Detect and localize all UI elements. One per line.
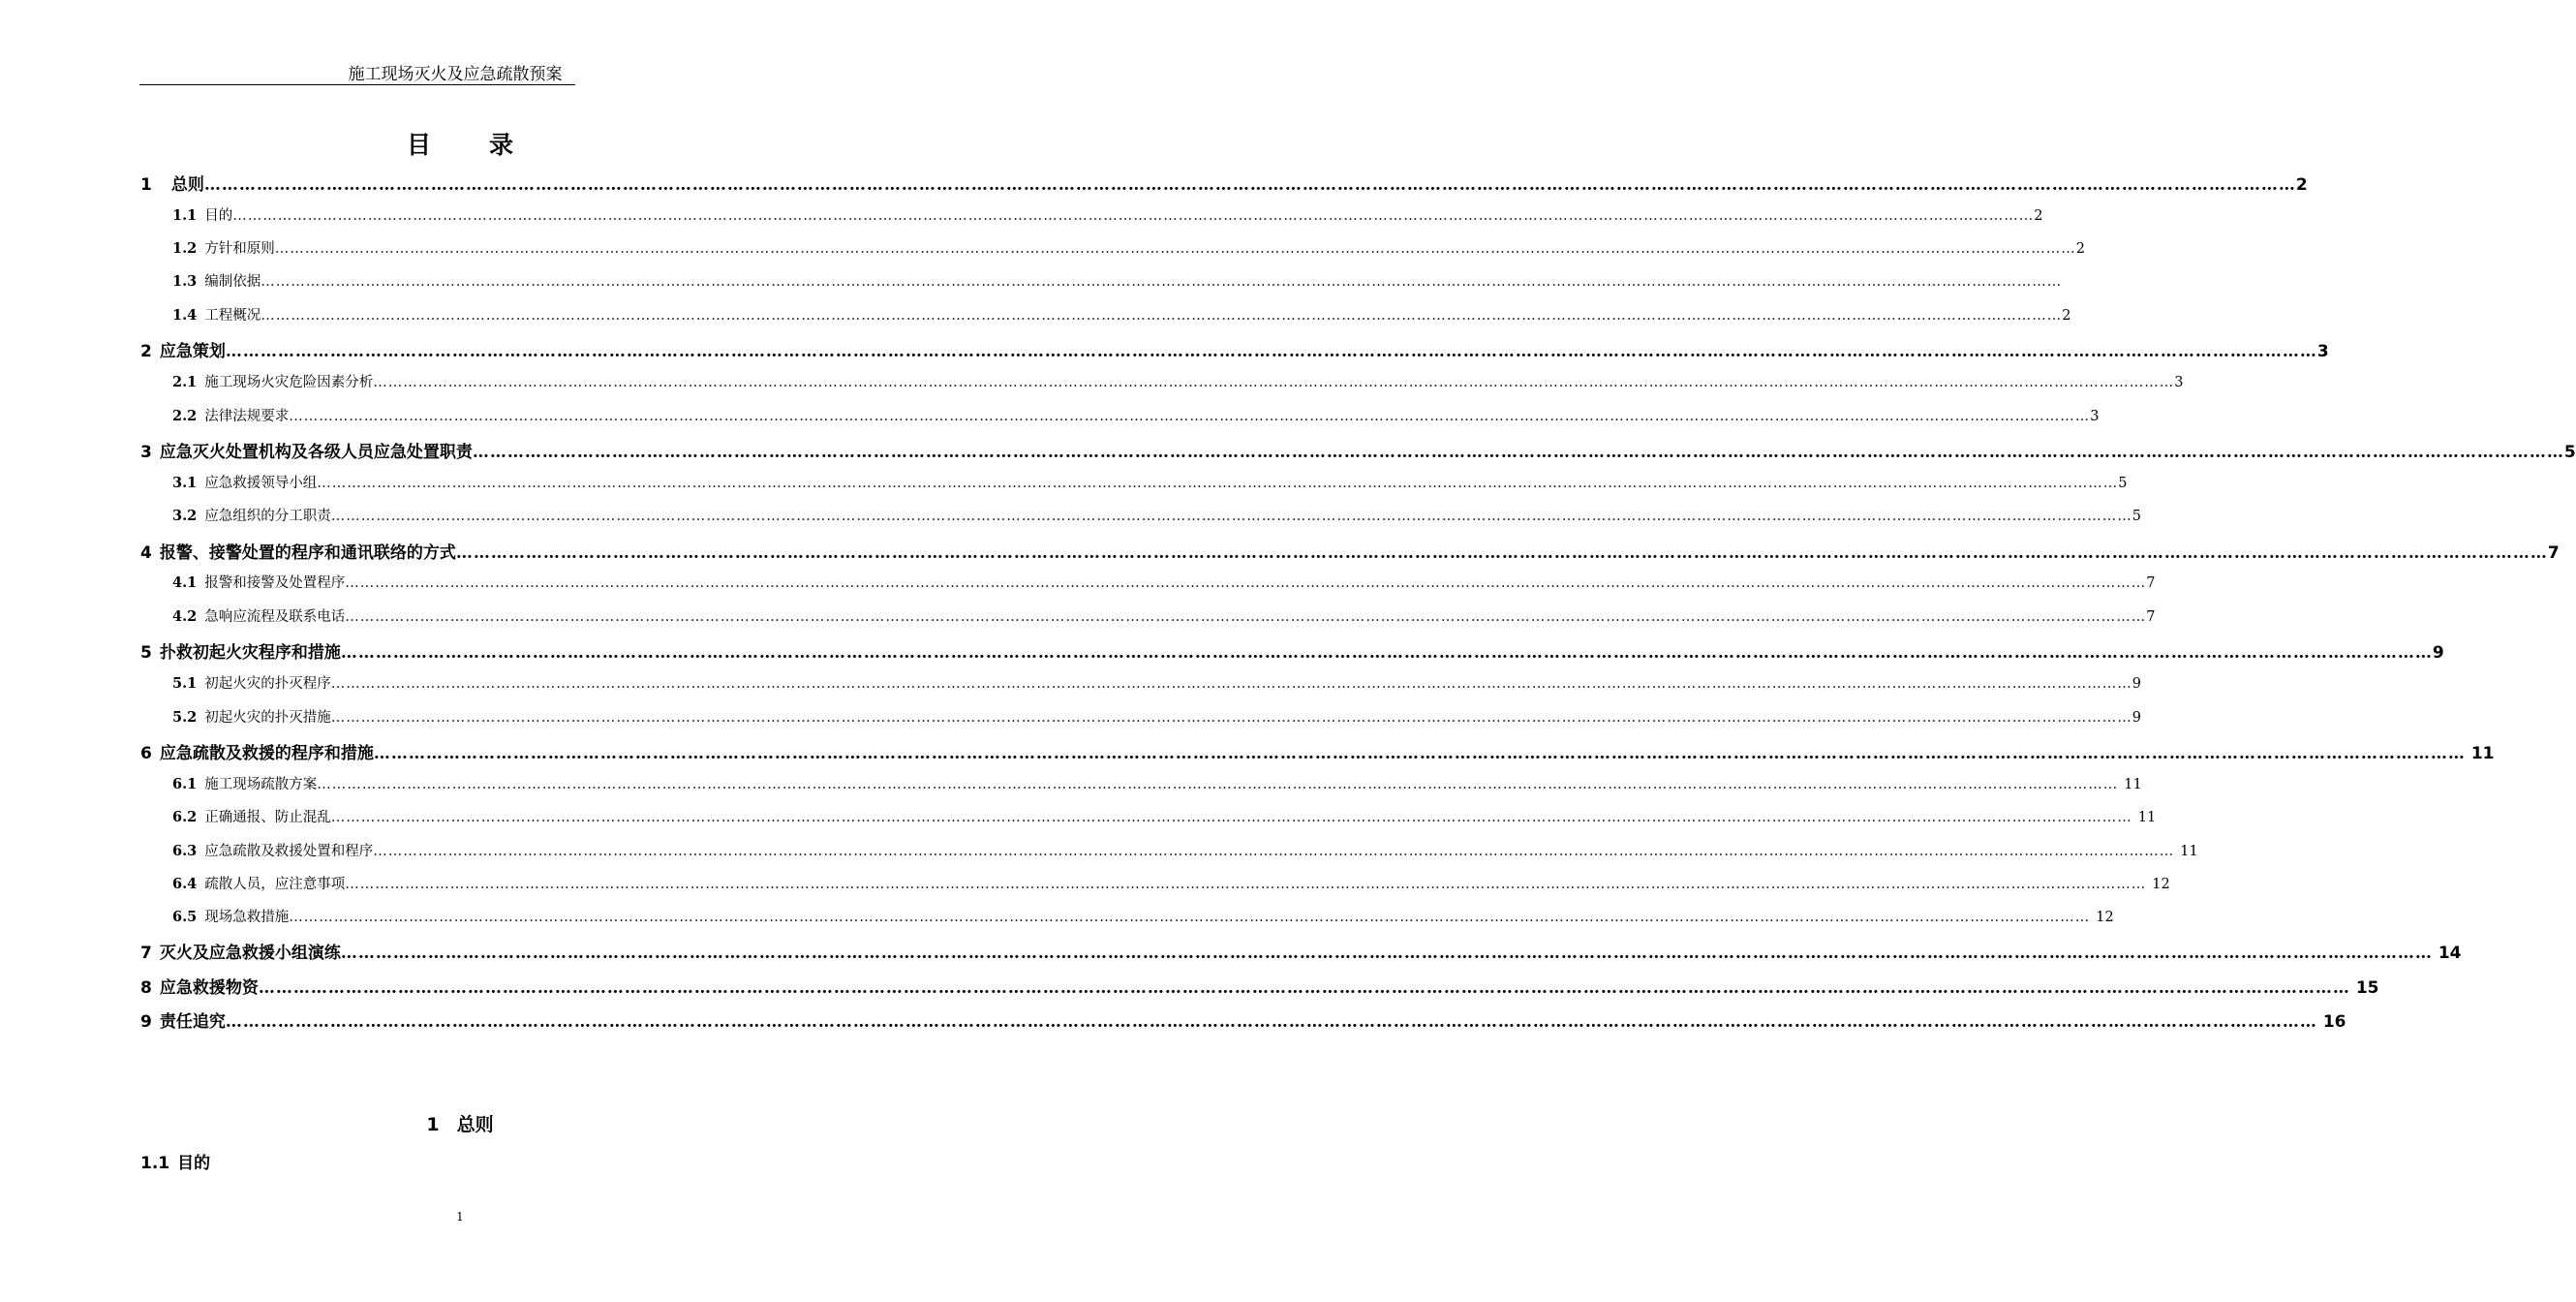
toc-section-entry[interactable]	[172, 906, 2114, 926]
toc-entry-label: 目的	[204, 208, 233, 224]
toc-entry-page: 12	[2096, 910, 2114, 925]
toc-entry-number: 4	[140, 543, 152, 563]
toc-entry-number: 2.1	[172, 374, 198, 390]
toc-entry-page: 7	[2146, 575, 2156, 591]
toc-dot-leader: ………………………………………………………………………………………………………………………………………………………………………………………………………………………………………………………………………………………………………………………………	[373, 375, 2175, 390]
toc-entry-number: 3.2	[172, 508, 198, 524]
toc-entry-number: 1.3	[172, 273, 198, 290]
toc-entry-label: 应急疏散及救援的程序和措施	[159, 744, 374, 763]
toc-chapter-entry[interactable]	[140, 974, 2379, 998]
toc-entry-label: 施工现场疏散方案	[204, 777, 318, 792]
toc-entry-number: 5	[140, 643, 152, 663]
toc-entry-page: 2	[2075, 241, 2085, 257]
toc-entry-page: 14	[2438, 944, 2462, 963]
toc-entry-page: 3	[2174, 375, 2184, 390]
toc-section-entry[interactable]	[172, 840, 2198, 860]
toc-dot-leader: ………………………………………………………………………………………………………………………………………………………………………………………………………………………………………………………………………………………………………………………………	[455, 543, 2548, 563]
toc-entry-page: 7	[2547, 543, 2560, 563]
toc-entry-label: 应急组织的分工职责	[204, 509, 331, 524]
page-header-title: 施工现场灭火及应急疏散预案	[348, 65, 563, 84]
toc-entry-number: 2.2	[172, 408, 198, 424]
toc-entry-page: 5	[2131, 509, 2141, 524]
toc-entry-number: 3	[140, 443, 152, 462]
section-number: 1	[426, 1114, 440, 1135]
toc-entry-number: 1.1	[172, 207, 198, 224]
toc-dot-leader: ………………………………………………………………………………………………………………………………………………………………………………………………………………………………………………………………………………………………………………………………	[225, 1012, 2317, 1032]
toc-dot-leader: ………………………………………………………………………………………………………………………………………………………………………………………………………………………………………………………………………………………………………………………………	[289, 409, 2091, 424]
toc-entry-page: 9	[2131, 710, 2141, 726]
toc-entry-page: 11	[2124, 777, 2142, 792]
toc-dot-leader: ………………………………………………………………………………………………………………………………………………………………………………………………………………………………………………………………………………………………………………………………	[232, 208, 2035, 224]
subsection-number: 1.1	[140, 1154, 170, 1173]
toc-section-entry[interactable]	[172, 270, 2063, 291]
toc-dot-leader: ………………………………………………………………………………………………………………………………………………………………………………………………………………………………………………………………………………………………………………………………	[472, 443, 2564, 462]
toc-entry-page: 2	[2034, 208, 2043, 224]
toc-entry-label: 初起火灾的扑灭程序	[204, 676, 331, 692]
toc-heading: 目录	[406, 131, 571, 159]
toc-entry-label: 扑救初起火灾程序和措施	[159, 643, 341, 663]
toc-dot-leader: ………………………………………………………………………………………………………………………………………………………………………………………………………………………………………………………………………………………………………………………………	[258, 978, 2350, 998]
toc-section-entry[interactable]	[172, 472, 2128, 492]
toc-entry-number: 2	[140, 342, 152, 361]
toc-entry-label: 应急灭火处置机构及各级人员应急处置职责	[159, 443, 473, 462]
toc-entry-page: 3	[2090, 409, 2100, 424]
toc-entry-label: 工程概况	[204, 308, 261, 324]
subsection-heading	[140, 1149, 210, 1173]
toc-entry-page: 16	[2322, 1012, 2346, 1032]
toc-dot-leader: ………………………………………………………………………………………………………………………………………………………………………………………………………………………………………………………………………………………………………………………………	[274, 241, 2076, 257]
section-title: 总则	[456, 1114, 494, 1135]
toc-entry-number: 8	[140, 978, 152, 998]
toc-dot-leader: ………………………………………………………………………………………………………………………………………………………………………………………………………………………………………………………………………………………………………………………………	[261, 274, 2063, 290]
toc-entry-label: 报警、接警处置的程序和通讯联络的方式	[159, 543, 456, 563]
toc-section-entry[interactable]	[172, 505, 2141, 525]
toc-entry-label: 急响应流程及联系电话	[204, 609, 346, 625]
toc-entry-page: 11	[2470, 744, 2495, 763]
toc-section-entry[interactable]	[172, 572, 2156, 592]
toc-entry-page: 2	[2062, 308, 2071, 324]
toc-entry-label: 施工现场火灾危险因素分析	[204, 375, 374, 390]
toc-entry-label: 灭火及应急救援小组演练	[159, 944, 341, 963]
toc-section-entry[interactable]	[172, 873, 2170, 893]
toc-entry-label: 应急救援物资	[159, 978, 259, 998]
page-number: 1	[456, 1210, 464, 1224]
toc-dot-leader: ………………………………………………………………………………………………………………………………………………………………………………………………………………………………………………………………………………………………………………………………	[340, 643, 2433, 663]
toc-dot-leader: ………………………………………………………………………………………………………………………………………………………………………………………………………………………………………………………………………………………………………………………………	[225, 342, 2317, 361]
toc-dot-leader: ………………………………………………………………………………………………………………………………………………………………………………………………………………………………………………………………………………………………………………………………	[203, 175, 2296, 195]
toc-entry-number: 5.2	[172, 709, 198, 726]
toc-section-entry[interactable]	[172, 706, 2141, 727]
toc-entry-label: 现场急救措施	[204, 910, 290, 925]
toc-entry-number: 6	[140, 744, 152, 763]
toc-entry-page: 11	[2180, 844, 2198, 859]
toc-chapter-entry[interactable]	[140, 638, 2444, 663]
subsection-title: 目的	[177, 1154, 211, 1173]
toc-entry-page: 11	[2137, 810, 2157, 825]
toc-dot-leader: ………………………………………………………………………………………………………………………………………………………………………………………………………………………………………………………………………………………………………………………………	[261, 308, 2063, 324]
toc-section-entry[interactable]	[172, 806, 2157, 826]
toc-entry-label: 法律法规要求	[204, 409, 290, 424]
toc-entry-label: 疏散人员，应注意事项	[204, 877, 346, 892]
toc-dot-leader: ………………………………………………………………………………………………………………………………………………………………………………………………………………………………………………………………………………………………………………………………	[345, 877, 2147, 892]
toc-section-entry[interactable]	[172, 304, 2071, 325]
toc-entry-page: 2	[2295, 175, 2308, 195]
toc-dot-leader: ………………………………………………………………………………………………………………………………………………………………………………………………………………………………………………………………………………………………………………………………	[373, 844, 2175, 859]
toc-entry-label: 责任追究	[159, 1012, 226, 1032]
toc-chapter-entry[interactable]	[140, 337, 2329, 361]
toc-entry-number: 6.2	[172, 809, 198, 825]
toc-dot-leader: ………………………………………………………………………………………………………………………………………………………………………………………………………………………………………………………………………………………………………………………………	[330, 509, 2132, 524]
toc-entry-page: 3	[2316, 342, 2329, 361]
toc-entry-label: 初起火灾的扑灭措施	[204, 710, 331, 726]
toc-entry-label: 应急策划	[159, 342, 226, 361]
toc-entry-number: 1	[140, 175, 152, 195]
toc-entry-number: 1.2	[172, 240, 198, 257]
toc-entry-page: 12	[2152, 877, 2170, 892]
toc-entry-number: 4.2	[172, 608, 198, 625]
toc-entry-number: 9	[140, 1012, 152, 1032]
toc-entry-number: 3.1	[172, 475, 198, 491]
toc-dot-leader: ………………………………………………………………………………………………………………………………………………………………………………………………………………………………………………………………………………………………………………………………	[317, 777, 2119, 792]
toc-dot-leader: ………………………………………………………………………………………………………………………………………………………………………………………………………………………………………………………………………………………………………………………………	[330, 810, 2132, 825]
toc-entry-label: 应急疏散及救援处置和程序	[204, 844, 374, 859]
toc-dot-leader: ………………………………………………………………………………………………………………………………………………………………………………………………………………………………………………………………………………………………………………………………	[345, 575, 2147, 591]
toc-section-entry[interactable]	[172, 237, 2085, 258]
toc-dot-leader: ………………………………………………………………………………………………………………………………………………………………………………………………………………………………………………………………………………………………………………………………	[330, 710, 2132, 726]
toc-dot-leader: ………………………………………………………………………………………………………………………………………………………………………………………………………………………………………………………………………………………………………………………………	[373, 744, 2466, 763]
toc-section-entry[interactable]	[172, 672, 2141, 693]
toc-chapter-entry[interactable]	[140, 539, 2560, 563]
toc-entry-label: 总则	[170, 175, 204, 195]
toc-entry-page: 5	[2563, 443, 2576, 462]
toc-dot-leader: ………………………………………………………………………………………………………………………………………………………………………………………………………………………………………………………………………………………………………………………………	[317, 476, 2119, 491]
toc-entry-label: 方针和原则	[204, 241, 275, 257]
section-heading	[0, 1110, 920, 1136]
toc-entry-number: 6.1	[172, 776, 198, 792]
toc-section-entry[interactable]	[172, 605, 2156, 626]
toc-dot-leader: ………………………………………………………………………………………………………………………………………………………………………………………………………………………………………………………………………………………………………………………………	[330, 676, 2132, 692]
toc-entry-page: 9	[2131, 676, 2141, 692]
toc-entry-number: 6.4	[172, 876, 198, 892]
toc-section-entry[interactable]	[172, 405, 2100, 425]
toc-section-entry[interactable]	[172, 204, 2043, 225]
toc-entry-number: 1.4	[172, 307, 198, 324]
toc-entry-label: 编制依据	[204, 274, 261, 290]
toc-chapter-entry[interactable]	[140, 170, 2308, 195]
toc-entry-page: 15	[2355, 978, 2379, 998]
toc-entry-number: 7	[140, 944, 152, 963]
toc-entry-number: 6.3	[172, 843, 198, 859]
toc-entry-page: 9	[2432, 643, 2444, 663]
toc-entry-label: 应急救援领导小组	[204, 476, 318, 491]
toc-entry-number: 4.1	[172, 574, 198, 591]
toc-chapter-entry[interactable]	[140, 939, 2462, 963]
toc-section-entry[interactable]	[172, 773, 2142, 793]
toc-entry-page: 7	[2146, 609, 2156, 625]
toc-chapter-entry[interactable]	[140, 739, 2495, 763]
toc-entry-label: 报警和接警及处置程序	[204, 575, 346, 591]
toc-entry-number: 5.1	[172, 675, 198, 692]
toc-dot-leader: ………………………………………………………………………………………………………………………………………………………………………………………………………………………………………………………………………………………………………………………………	[345, 609, 2147, 625]
toc-dot-leader: ………………………………………………………………………………………………………………………………………………………………………………………………………………………………………………………………………………………………………………………………	[340, 944, 2433, 963]
toc-entry-number: 6.5	[172, 909, 198, 925]
toc-section-entry[interactable]	[172, 371, 2184, 391]
toc-chapter-entry[interactable]	[140, 1008, 2346, 1032]
toc-entry-label: 正确通报、防止混乱	[204, 810, 331, 825]
toc-chapter-entry[interactable]	[140, 438, 2576, 462]
toc-dot-leader: ………………………………………………………………………………………………………………………………………………………………………………………………………………………………………………………………………………………………………………………………	[289, 910, 2091, 925]
toc-entry-page: 5	[2118, 476, 2128, 491]
